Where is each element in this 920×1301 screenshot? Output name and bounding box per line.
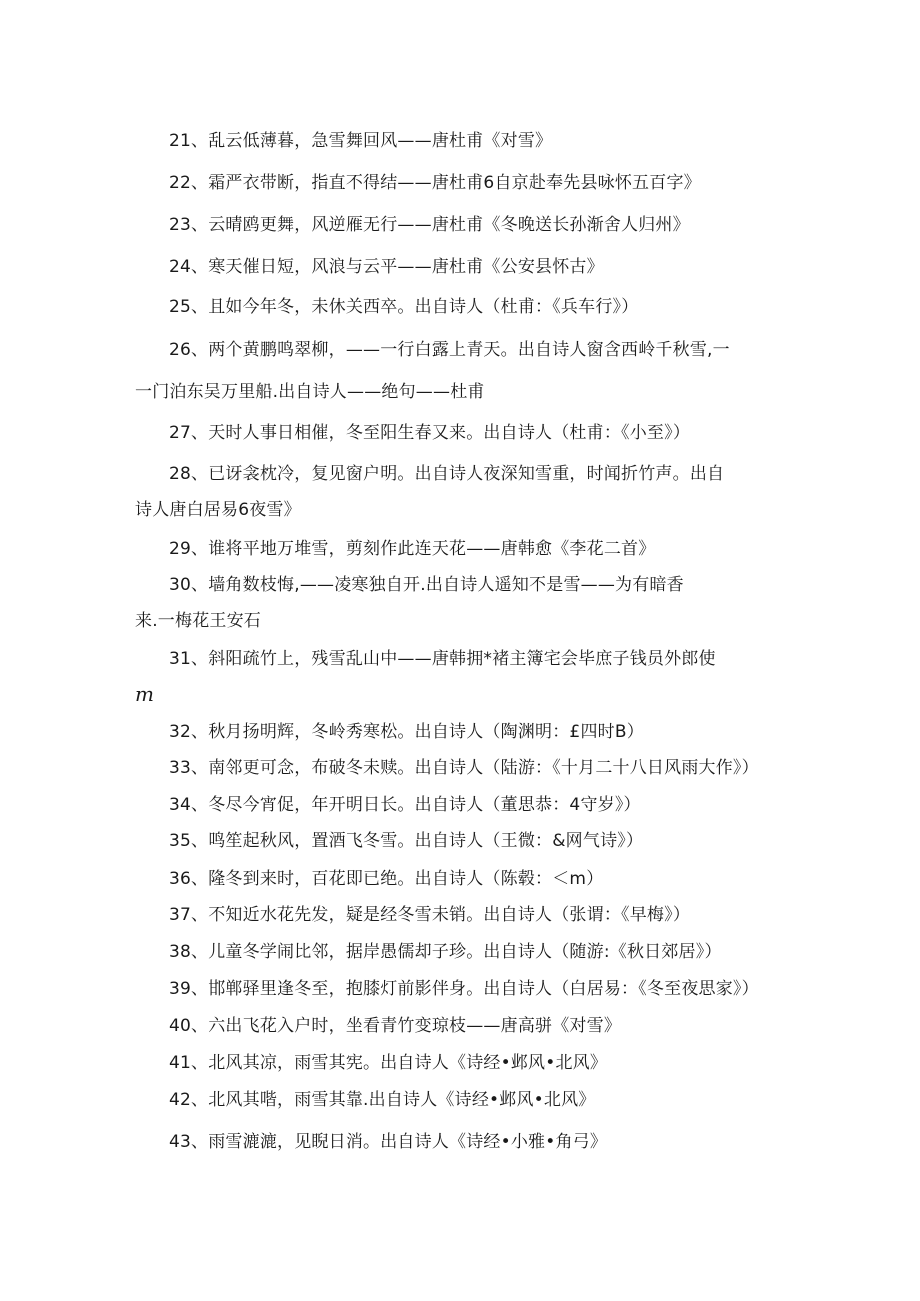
poem-line-25: 25、且如今年冬，未休关西卒。出自诗人（杜甫：《兵车行》） [169,297,639,317]
poem-line-31: 31、斜阳疏竹上，残雪乱山中——唐韩拥*褚主簿宅会毕庶子钱员外郎使 [169,649,716,669]
poem-line-40: 40、六出飞花入户时，坐看青竹变琼枝——唐高骈《对雪》 [169,1016,622,1036]
poem-line-32: 32、秋月扬明辉，冬岭秀寒松。出自诗人（陶渊明：£四时B） [169,722,644,742]
poem-line-28: 28、已讶衾枕冷，复见窗户明。出自诗人夜深知雪重，时闻折竹声。出自 [169,464,725,484]
poem-line-38: 38、儿童冬学闹比邻，据岸愚儒却子珍。出自诗人（随游:《秋日郊居》） [169,942,722,962]
poem-line-26: 26、两个黄鹏鸣翠柳，——一行白露上青天。出自诗人窗含西岭千秋雪,一 [169,340,730,360]
poem-line-29: 29、谁将平地万堆雪，剪刻作此连天花——唐韩愈《李花二首》 [169,539,656,559]
poem-line-33: 33、南邻更可念，布破冬未赎。出自诗人（陆游：《十月二十八日风雨大作》） [169,758,759,778]
poem-line-34: 34、冬尽今宵促，年开明日长。出自诗人（董思恭：4守岁》） [169,795,641,815]
poem-line-26-cont: 一门泊东吴万里船.出自诗人——绝句——杜甫 [135,382,485,402]
poem-line-27: 27、天时人事日相催，冬至阳生春又来。出自诗人（杜甫：《小至》） [169,423,691,443]
poem-line-30-cont: 来.一梅花王安石 [135,611,262,631]
poem-line-42: 42、北风其喈，雨雪其靠.出自诗人《诗经•邺风•北风》 [169,1090,596,1110]
poem-line-41: 41、北风其凉，雨雪其宪。出自诗人《诗经•邺风•北风》 [169,1053,608,1073]
poem-line-36: 36、隆冬到来时，百花即已绝。出自诗人（陈毂：＜m） [169,869,604,889]
poem-line-43: 43、雨雪漉漉，见睨日消。出自诗人《诗经•小雅•角弓》 [169,1132,608,1152]
poem-line-30: 30、墙角数枝悔,——凌寒独自开.出自诗人遥知不是雪——为有暗香 [169,575,684,595]
poem-line-21: 21、乱云低薄暮，急雪舞回风——唐杜甫《对雪》 [169,131,553,151]
poem-line-35: 35、鸣笙起秋风，置酒飞冬雪。出自诗人（王微：&网气诗》） [169,831,644,851]
poem-line-37: 37、不知近水花先发，疑是经冬雪未销。出自诗人（张谓：《早梅》） [169,905,691,925]
poem-line-23: 23、云晴鸥更舞，风逆雁无行——唐杜甫《冬晚送长孙渐舍人归州》 [169,215,690,235]
poem-line-31-cont: m [135,682,155,706]
poem-line-39: 39、邯郸驿里逢冬至，抱膝灯前影伴身。出自诗人（白居易：《冬至夜思家》） [169,979,759,999]
poem-line-28-cont: 诗人唐白居易6夜雪》 [135,500,301,520]
poem-line-22: 22、霜严衣带断，指直不得结——唐杜甫6自京赴奉先县咏怀五百字》 [169,173,701,193]
poem-line-24: 24、寒天催日短，风浪与云平——唐杜甫《公安县怀古》 [169,257,604,277]
